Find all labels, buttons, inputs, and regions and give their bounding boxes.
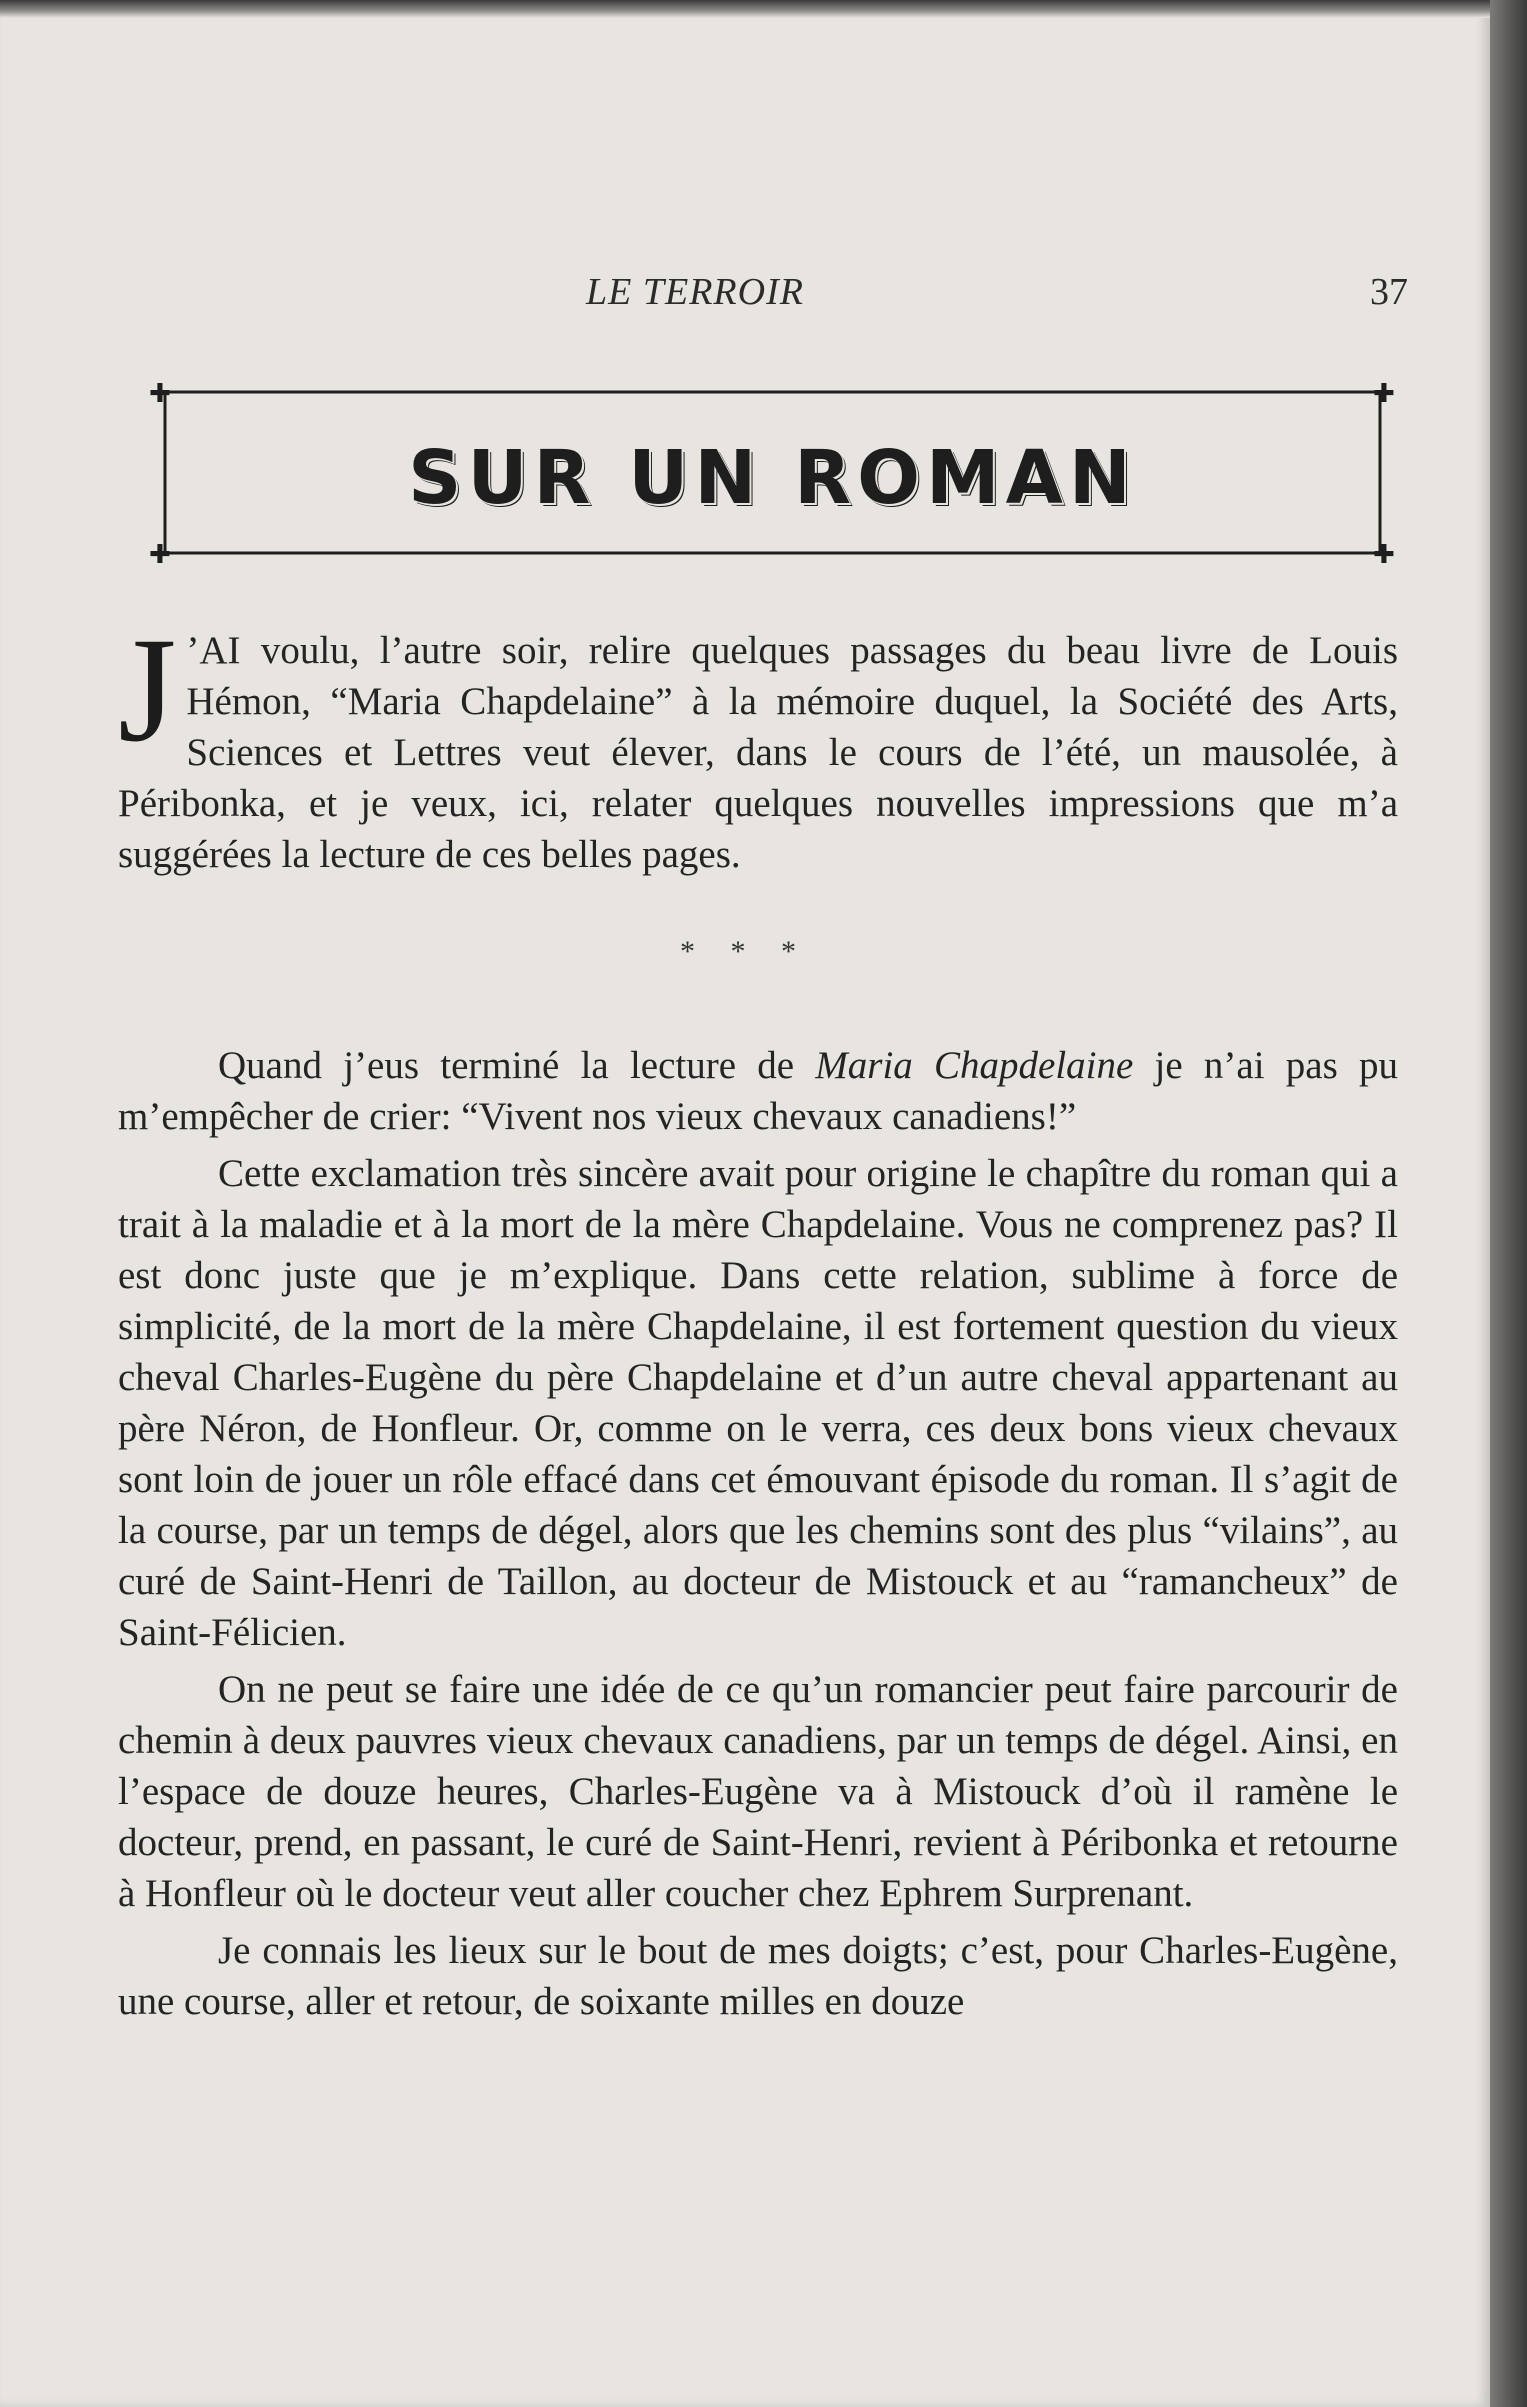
svg-text:✚: ✚ — [1373, 540, 1395, 565]
page-top-edge — [0, 0, 1527, 18]
svg-text:✚: ✚ — [1373, 380, 1395, 409]
opening-paragraph — [118, 607, 1398, 880]
paragraph-1-start: Quand j’eus terminé la lecture de — [218, 1044, 816, 1087]
section-separator: * * * — [680, 935, 810, 968]
opening-text: ’AI voulu, l’autre soir, relire quelques passages du beau livre de Louis Hémon, “Maria Chapdelaine” à la mémoire duquel, la Société des Arts, Sciences et Lettres veut élever, dans le cours de l’été, un mausolée, à Péribonka, et je veux, ici, relater quelques nouvelles impressions que m’a suggérées la lecture de ces belles pages. — [118, 629, 1398, 876]
drop-cap: J — [118, 607, 177, 773]
article-title: SUR UN ROMAN — [408, 435, 1137, 521]
paragraph-2: Cette exclamation très sincère avait pour origine le chapître du roman qui a trait à la maladie et à la mort de la mère Chapdelaine. Vous ne comprenez pas? Il est donc juste que je m’explique. Dans cette relation, sublime à force de simplicité, de la mort de la mère Chapdelaine, il est fortement question du vieux cheval Charles-Eugène du père Chapdelaine et d’un autre cheval appartenant au père Néron, de Honfleur. Or, comme on le verra, ces deux bons vieux chevaux sont loin de jouer un rôle effacé dans cet émouvant épisode du roman. Il s’agit de la course, par un temps de dégel, alors que les chemins sont des plus “vilains”, au curé de Saint-Henri de Taillon, au docteur de Mistouck et au “ramancheux” de Saint-Félicien. — [118, 1152, 1398, 1654]
paragraph-1 — [118, 1040, 1398, 1142]
page-binding-edge — [1490, 0, 1527, 2407]
article-body — [118, 1040, 1398, 2027]
title-frame — [145, 380, 1400, 565]
paragraph-4: Je connais les lieux sur le bout de mes doigts; c’est, pour Charles-Eugène, une course, aller et retour, de soixante milles en douze — [118, 1929, 1398, 2023]
paragraph-1-end: je n’ai pas pu m’empêcher de crier: “Vivent nos vieux chevaux canadiens!” — [118, 1044, 1398, 1138]
paragraph-3: On ne peut se faire une idée de ce qu’un romancier peut faire parcourir de chemin à deux pauvres vieux chevaux canadiens, par un temps de dégel. Ainsi, en l’espace de douze heures, Charles-Eugène va à Mistouck d’où il ramène le docteur, prend, en passant, le curé de Saint-Henri, revient à Péribonka et retourne à Honfleur où le docteur veut aller coucher chez Ephrem Surprenant. — [118, 1668, 1398, 1915]
page-number: 37 — [1370, 271, 1408, 313]
svg-text:✚: ✚ — [149, 540, 171, 565]
book-title-italic: Maria Chapdelaine — [815, 1044, 1134, 1087]
running-head — [0, 270, 1490, 320]
running-title: LE TERROIR — [586, 271, 804, 313]
svg-text:✚: ✚ — [149, 380, 171, 409]
